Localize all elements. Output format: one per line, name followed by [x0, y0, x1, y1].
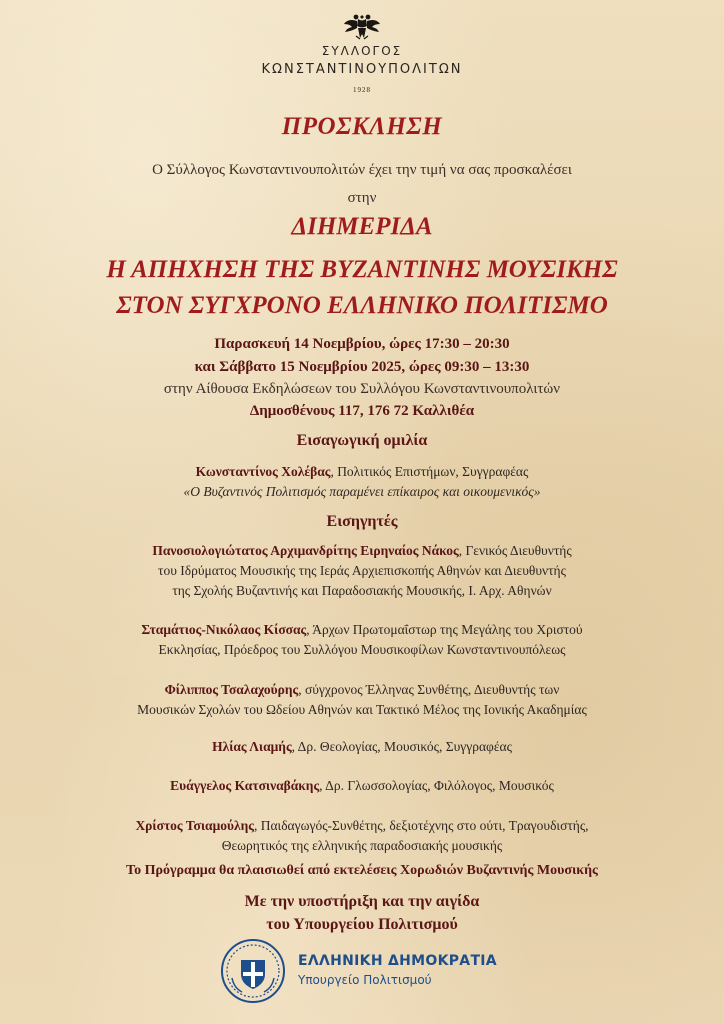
program-note: Το Πρόγραμμα θα πλαισιωθεί από εκτελέσεις Χορωδιών Βυζαντινής Μουσικής	[126, 863, 598, 878]
address: Δημοσθένους 117, 176 72 Καλλιθέα	[249, 403, 475, 419]
invitation-intro	[0, 156, 724, 212]
event-theme-line-2: ΣΤΟΝ ΣΥΓΧΡΟΝΟ ΕΛΛΗΝΙΚΟ ΠΟΛΙΤΙΣΜΟ	[116, 292, 608, 319]
invitation-title: ΠΡΟΣΚΛΗΣΗ	[281, 113, 443, 140]
speaker-entry	[0, 816, 724, 856]
ministry-subtitle: Υπουργείο Πολιτισμού	[298, 973, 432, 987]
speaker-name: Χρίστος Τσιαμούλης	[135, 818, 254, 833]
greek-republic-seal-icon	[220, 938, 286, 1004]
speaker-name: Ευάγγελος Κατσιναβάκης	[170, 778, 320, 793]
org-name-line1: ΣΥΛΛΟΓΟΣ	[321, 44, 403, 58]
speaker-role: , Δρ. Γλωσσολογίας, Φιλόλογος, Μουσικός	[319, 778, 554, 793]
speaker-name: Σταμάτιος-Νικόλαος Κίσσας	[141, 622, 307, 637]
intro-talk-speaker	[0, 462, 724, 482]
schedule-day-2: και Σάββατο 15 Νοεμβρίου 2025, ώρες 09:30 – 13:30	[194, 359, 530, 375]
ministry-logo	[220, 938, 520, 1004]
speaker-role-line-2: του Ιδρύματος Μουσικής της Ιεράς Αρχιεπισκοπής Αθηνών και Διευθυντής	[158, 563, 566, 578]
support-line-2: του Υπουργείου Πολιτισμού	[266, 916, 458, 933]
org-name-line2: ΚΩΝΣΤΑΝΤΙΝΟΥΠΟΛΙΤΩΝ	[261, 62, 463, 77]
schedule-day-1: Παρασκευή 14 Νοεμβρίου, ώρες 17:30 – 20:30	[214, 336, 510, 352]
speaker-role: , Παιδαγωγός-Συνθέτης, δεξιοτέχνης στο ούτι, Τραγουδιστής,	[253, 818, 589, 833]
speaker-role-line-2: Εκκλησίας, Πρόεδρος του Συλλόγου Μουσικοφίλων Κωνσταντινουπόλεως	[158, 642, 566, 657]
speaker-role: , Γενικός Διευθυντής	[458, 543, 572, 558]
double-headed-eagle-icon	[0, 12, 724, 47]
speakers-heading: Εισηγητές	[326, 513, 398, 530]
speaker-entry	[0, 620, 724, 660]
speaker-role: , σύγχρονος Έλληνας Συνθέτης, Διευθυντής των	[298, 682, 560, 697]
speaker-entry	[0, 680, 724, 720]
intro-talk-quote: «Ο Βυζαντινός Πολιτισμός παραμένει επίκαιρος και οικουμενικός»	[183, 484, 541, 499]
speaker-entry	[0, 541, 724, 601]
event-type: ΔΙΗΜΕΡΙΔΑ	[291, 213, 433, 240]
speaker-role: , Δρ. Θεολογίας, Μουσικός, Συγγραφέας	[291, 739, 512, 754]
ministry-name: ΕΛΛΗΝΙΚΗ ΔΗΜΟΚΡΑΤΙΑ	[298, 953, 497, 969]
org-founding-year: 1928	[353, 86, 371, 94]
venue: στην Αίθουσα Εκδηλώσεων του Συλλόγου Κωνσταντινουπολιτών	[163, 381, 561, 397]
speaker-role-line-2: Θεωρητικός της ελληνικής παραδοσιακής μουσικής	[221, 838, 503, 853]
event-theme-line-1: Η ΑΠΗΧΗΣΗ ΤΗΣ ΒΥΖΑΝΤΙΝΗΣ ΜΟΥΣΙΚΗΣ	[106, 256, 618, 283]
speaker-name: Κωνσταντίνος Χολέβας	[195, 464, 331, 479]
intro-line-1: Ο Σύλλογος Κωνσταντινουπολιτών έχει την τιμή να σας προσκαλέσει	[152, 162, 572, 178]
speaker-role: , Πολιτικός Επιστήμων, Συγγραφέας	[330, 464, 529, 479]
speaker-entry	[0, 737, 724, 757]
speaker-entry	[0, 776, 724, 796]
speaker-role: , Άρχων Πρωτομαΐστωρ της Μεγάλης του Χριστού	[306, 622, 583, 637]
support-line-1: Με την υποστήριξη και την αιγίδα	[244, 893, 480, 910]
intro-line-2: στην	[347, 190, 377, 206]
speaker-role-line-3: της Σχολής Βυζαντινής και Παραδοσιακής Μουσικής, Ι. Αρχ. Αθηνών	[172, 583, 552, 598]
speaker-name: Φίλιππος Τσαλαχούρης	[164, 682, 299, 697]
speaker-name: Ηλίας Λιαμής	[212, 739, 292, 754]
intro-talk-heading: Εισαγωγική ομιλία	[296, 432, 428, 449]
speaker-name: Πανοσιολογιώτατος Αρχιμανδρίτης Ειρηναίος Νάκος	[152, 543, 459, 558]
speaker-role-line-2: Μουσικών Σχολών του Ωδείου Αθηνών και Τακτικό Μέλος της Ιονικής Ακαδημίας	[137, 702, 587, 717]
